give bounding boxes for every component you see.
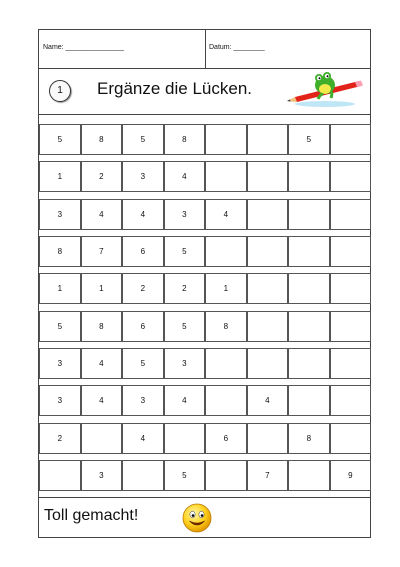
grid-blank-cell[interactable]	[330, 236, 372, 267]
grid-number-cell: 8	[288, 423, 330, 454]
grid-row	[39, 385, 372, 416]
grid-number-cell: 8	[205, 311, 247, 342]
grid-number-cell: 5	[122, 124, 164, 155]
grid-blank-cell[interactable]	[288, 311, 330, 342]
grid-blank-cell[interactable]	[288, 199, 330, 230]
grid-number-cell: 3	[122, 161, 164, 192]
grid-number-cell: 3	[164, 199, 206, 230]
name-cell	[39, 30, 206, 68]
grid-row	[39, 273, 372, 304]
grid-number-cell: 9	[330, 460, 372, 491]
grid-number-cell: 2	[81, 161, 123, 192]
grid-blank-cell[interactable]	[205, 161, 247, 192]
grid-blank-cell[interactable]	[330, 124, 372, 155]
grid-number-cell: 5	[164, 236, 206, 267]
grid-blank-cell[interactable]	[288, 273, 330, 304]
grid-blank-cell[interactable]	[247, 311, 289, 342]
grid-number-cell: 1	[39, 273, 81, 304]
grid-blank-cell[interactable]	[247, 348, 289, 379]
grid-blank-cell[interactable]	[330, 311, 372, 342]
grid-number-cell: 5	[122, 348, 164, 379]
grid-number-cell: 4	[122, 423, 164, 454]
grid-number-cell: 8	[81, 124, 123, 155]
grid-number-cell: 2	[39, 423, 81, 454]
grid-number-cell: 5	[39, 311, 81, 342]
grid-blank-cell[interactable]	[247, 161, 289, 192]
grid-number-cell: 7	[81, 236, 123, 267]
grid-blank-cell[interactable]	[39, 460, 81, 491]
grid-blank-cell[interactable]	[288, 385, 330, 416]
grid-row	[39, 161, 372, 192]
grid-number-cell: 4	[81, 199, 123, 230]
grid-number-cell: 4	[81, 348, 123, 379]
grid-number-cell: 3	[39, 199, 81, 230]
name-field-label: Name: _______________	[43, 44, 124, 51]
task-title: Ergänze die Lücken.	[97, 79, 252, 98]
grid-number-cell: 8	[164, 124, 206, 155]
grid-number-cell: 4	[164, 161, 206, 192]
grid-number-cell: 6	[122, 236, 164, 267]
grid-blank-cell[interactable]	[288, 236, 330, 267]
footer-row	[39, 497, 370, 538]
grid-number-cell: 3	[81, 460, 123, 491]
grid-number-cell: 7	[247, 460, 289, 491]
grid-number-cell: 3	[122, 385, 164, 416]
date-cell	[205, 30, 370, 68]
grid-number-cell: 2	[164, 273, 206, 304]
grid-row	[39, 348, 372, 379]
grid-number-cell: 5	[164, 460, 206, 491]
grid-blank-cell[interactable]	[205, 348, 247, 379]
grid-blank-cell[interactable]	[205, 124, 247, 155]
grid-number-cell: 1	[205, 273, 247, 304]
grid-blank-cell[interactable]	[330, 423, 372, 454]
header-row	[39, 30, 370, 69]
task-title-row	[39, 68, 370, 115]
grid-blank-cell[interactable]	[247, 124, 289, 155]
worksheet-frame	[38, 29, 371, 538]
grid-blank-cell[interactable]	[122, 460, 164, 491]
grid-blank-cell[interactable]	[330, 385, 372, 416]
grid-blank-cell[interactable]	[247, 199, 289, 230]
grid-number-cell: 8	[39, 236, 81, 267]
grid-blank-cell[interactable]	[81, 423, 123, 454]
grid-number-cell: 4	[81, 385, 123, 416]
grid-blank-cell[interactable]	[330, 348, 372, 379]
grid-number-cell: 4	[122, 199, 164, 230]
grid-number-cell: 5	[164, 311, 206, 342]
grid-number-cell: 5	[288, 124, 330, 155]
grid-blank-cell[interactable]	[205, 460, 247, 491]
grid-blank-cell[interactable]	[288, 348, 330, 379]
grid-number-cell: 3	[164, 348, 206, 379]
grid-number-cell: 4	[164, 385, 206, 416]
grid-blank-cell[interactable]	[164, 423, 206, 454]
grid-blank-cell[interactable]	[247, 273, 289, 304]
grid-row	[39, 423, 372, 454]
grid-number-cell: 8	[81, 311, 123, 342]
grid-number-cell: 6	[205, 423, 247, 454]
grid-blank-cell[interactable]	[330, 199, 372, 230]
grid-number-cell: 3	[39, 385, 81, 416]
grid-row	[39, 311, 372, 342]
grid-number-cell: 2	[122, 273, 164, 304]
grid-number-cell: 4	[247, 385, 289, 416]
grid-number-cell: 3	[39, 348, 81, 379]
grid-number-cell: 4	[205, 199, 247, 230]
grid-number-cell: 1	[39, 161, 81, 192]
grid-row	[39, 236, 372, 267]
grid-row	[39, 124, 372, 155]
date-field-label: Datum: ________	[209, 44, 265, 51]
grid-blank-cell[interactable]	[288, 161, 330, 192]
grid-blank-cell[interactable]	[330, 161, 372, 192]
smiley-face-icon	[182, 503, 212, 533]
grid-blank-cell[interactable]	[330, 273, 372, 304]
grid-row	[39, 199, 372, 230]
frog-with-pencil-icon	[285, 71, 365, 109]
grid-blank-cell[interactable]	[247, 423, 289, 454]
number-grid	[39, 114, 370, 496]
task-number-badge: 1	[49, 80, 71, 102]
grid-number-cell: 1	[81, 273, 123, 304]
footer-text: Toll gemacht!	[44, 507, 139, 524]
grid-number-cell: 5	[39, 124, 81, 155]
grid-number-cell: 6	[122, 311, 164, 342]
grid-row	[39, 460, 372, 491]
grid-blank-cell[interactable]	[205, 385, 247, 416]
grid-blank-cell[interactable]	[205, 236, 247, 267]
grid-blank-cell[interactable]	[288, 460, 330, 491]
grid-blank-cell[interactable]	[247, 236, 289, 267]
